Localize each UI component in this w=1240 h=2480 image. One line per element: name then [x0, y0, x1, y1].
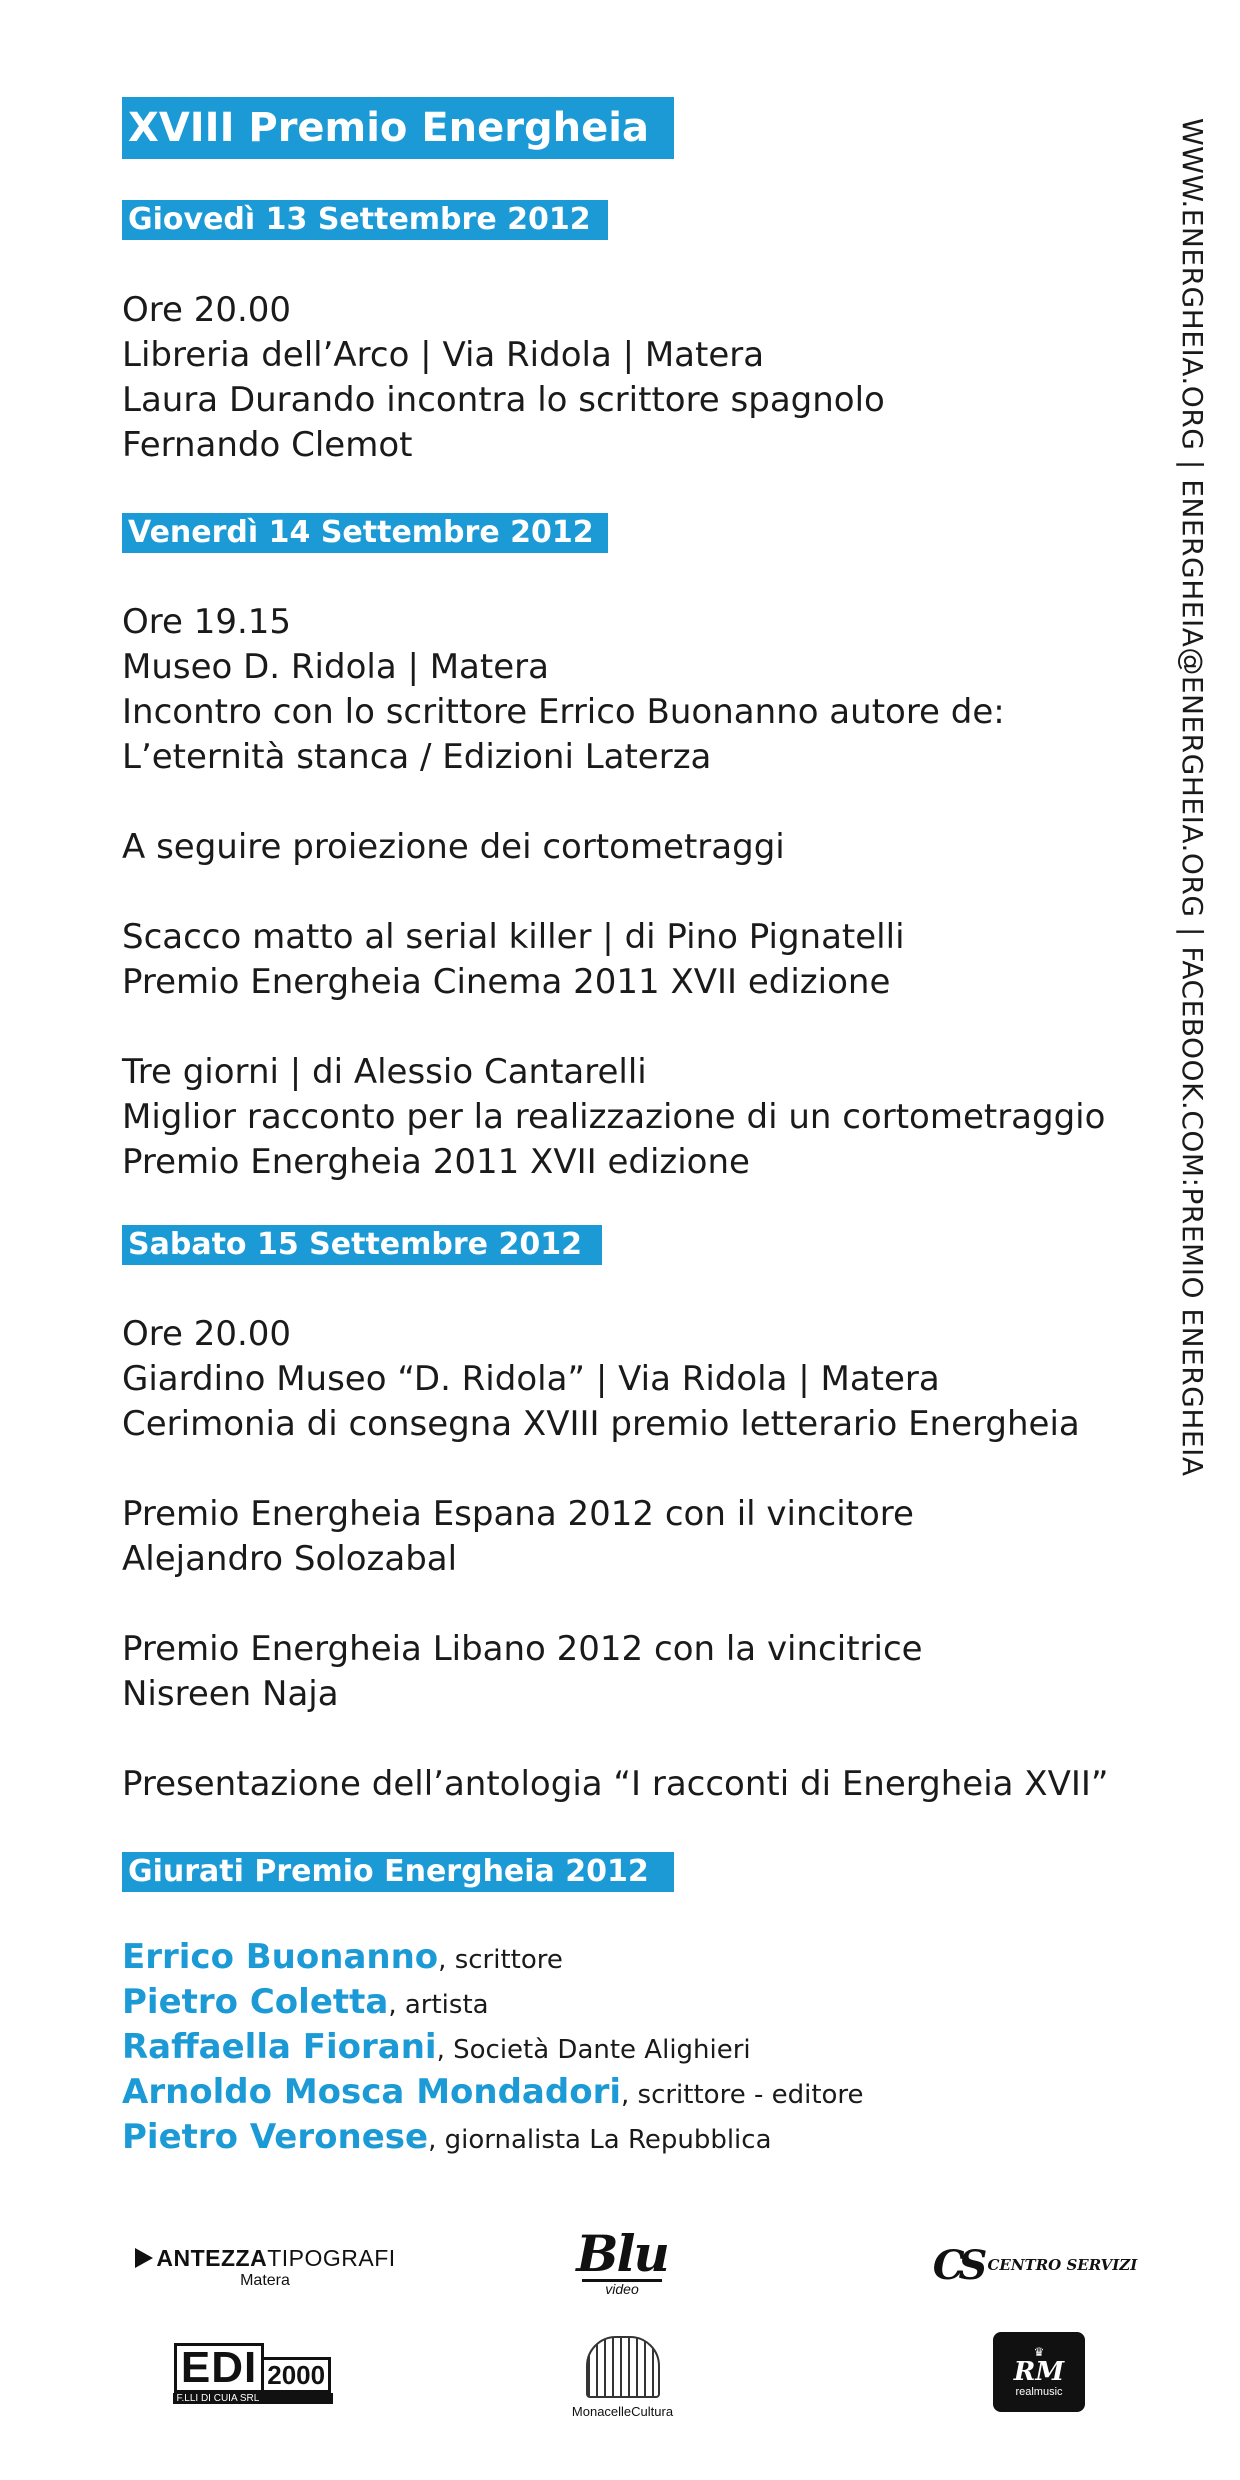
juror-name: Errico Buonanno: [122, 1937, 439, 1977]
jury-heading: Giurati Premio Energheia 2012: [122, 1852, 674, 1892]
day-saturday-paragraph-4: [122, 1762, 1109, 1807]
realmusic-sub: realmusic: [1015, 2386, 1063, 2398]
list-item: [122, 2070, 864, 2115]
jury-list: [122, 1935, 864, 2160]
centro-servizi-mark: CS: [932, 2241, 982, 2289]
event-line: Ore 19.15: [122, 602, 292, 642]
edi-sub: F.LLI DI CUIA SRL: [173, 2393, 333, 2404]
edi-year: 2000: [261, 2357, 331, 2393]
day-saturday-paragraph-3: [122, 1627, 923, 1717]
juror-name: Arnoldo Mosca Mondadori: [122, 2072, 621, 2112]
event-line: Cerimonia di consegna XVIII premio letterario Energheia: [122, 1404, 1080, 1444]
monacelle-text: MonacelleCultura: [571, 2404, 674, 2419]
lantezza-main: ANTEZZA: [156, 2244, 268, 2271]
day-friday-paragraph-2: [122, 825, 785, 870]
juror-role: , artista: [388, 1990, 489, 2020]
event-line: Premio Energheia 2011 XVII edizione: [122, 1142, 750, 1182]
sponsor-lantezza-logo: [130, 2232, 400, 2302]
day-friday-paragraph-1: [122, 600, 1005, 780]
realmusic-badge: [993, 2332, 1085, 2412]
bluvideo-sub: video: [582, 2279, 662, 2296]
day-saturday-paragraph-2: [122, 1492, 914, 1582]
day-saturday-paragraph-1: [122, 1312, 1080, 1447]
sponsor-monacelle-logo: [565, 2330, 680, 2425]
event-line: Tre giorni | di Alessio Cantarelli: [122, 1052, 647, 1092]
sponsor-bluvideo-logo: [572, 2212, 672, 2312]
juror-name: Pietro Veronese: [122, 2117, 429, 2157]
event-line: Premio Energheia Espana 2012 con il vincitore: [122, 1494, 914, 1534]
centro-servizi-text: CENTRO SERVIZI: [987, 2256, 1138, 2274]
event-line: L’eternità stanca / Edizioni Laterza: [122, 737, 712, 777]
lantezza-city: Matera: [240, 2271, 290, 2289]
event-line: Libreria dell’Arco | Via Ridola | Matera: [122, 335, 765, 375]
juror-name: Pietro Coletta: [122, 1982, 389, 2022]
list-item: [122, 1980, 864, 2025]
event-line: Museo D. Ridola | Matera: [122, 647, 549, 687]
event-line: Laura Durando incontra lo scrittore spagnolo: [122, 380, 885, 420]
juror-role: , scrittore - editore: [621, 2080, 864, 2110]
edi-main: EDI: [174, 2343, 264, 2393]
event-line: Presentazione dell’antologia “I racconti di Energheia XVII”: [122, 1764, 1109, 1804]
event-line: Giardino Museo “D. Ridola” | Via Ridola | Matera: [122, 1359, 940, 1399]
bluvideo-main: Blu: [576, 2223, 668, 2283]
list-item: [122, 1935, 864, 1980]
day-friday-paragraph-3: [122, 915, 905, 1005]
event-line: Alejandro Solozabal: [122, 1539, 458, 1579]
sponsor-edi2000-logo: [170, 2340, 335, 2406]
day-thursday-details: [122, 288, 885, 468]
realmusic-main: RM: [1013, 2357, 1065, 2387]
event-line: Premio Energheia Libano 2012 con la vincitrice: [122, 1629, 923, 1669]
sponsor-centro-servizi-logo: [930, 2235, 1140, 2295]
juror-role: , scrittore: [438, 1945, 563, 1975]
event-line: Ore 20.00: [122, 1314, 292, 1354]
juror-role: , Società Dante Alighieri: [436, 2035, 751, 2065]
juror-name: Raffaella Fiorani: [122, 2027, 437, 2067]
event-line: Scacco matto al serial killer | di Pino Pignatelli: [122, 917, 905, 957]
lantezza-sub: TIPOGRAFI: [267, 2244, 396, 2271]
list-item: [122, 2115, 864, 2160]
event-line: Miglior racconto per la realizzazione di un cortometraggio: [122, 1097, 1106, 1137]
day-heading-friday: Venerdì 14 Settembre 2012: [122, 513, 608, 553]
monacelle-building-icon: [586, 2336, 660, 2398]
event-line: A seguire proiezione dei cortometraggi: [122, 827, 785, 867]
lantezza-mark-icon: [135, 2248, 153, 2268]
day-heading-saturday: Sabato 15 Settembre 2012: [122, 1225, 602, 1265]
page-title: XVIII Premio Energheia: [122, 97, 674, 159]
day-friday-paragraph-4: [122, 1050, 1105, 1185]
juror-role: , giornalista La Repubblica: [428, 2125, 772, 2155]
sponsor-realmusic-logo: [993, 2332, 1085, 2412]
contact-strip: [1172, 118, 1212, 1477]
event-line: Premio Energheia Cinema 2011 XVII edizione: [122, 962, 891, 1002]
event-line: Fernando Clemot: [122, 425, 413, 465]
crown-icon: ♛: [1033, 2345, 1045, 2359]
day-heading-thursday: Giovedì 13 Settembre 2012: [122, 200, 608, 240]
list-item: [122, 2025, 864, 2070]
event-line: Incontro con lo scrittore Errico Buonanno autore de:: [122, 692, 1005, 732]
contact-text: WWW.ENERGHEIA.ORG | ENERGHEIA@ENERGHEIA.ORG | FACEBOOK.COM:PREMIO ENERGHEIA: [1176, 118, 1209, 1477]
event-line: Ore 20.00: [122, 290, 292, 330]
event-line: Nisreen Naja: [122, 1674, 339, 1714]
